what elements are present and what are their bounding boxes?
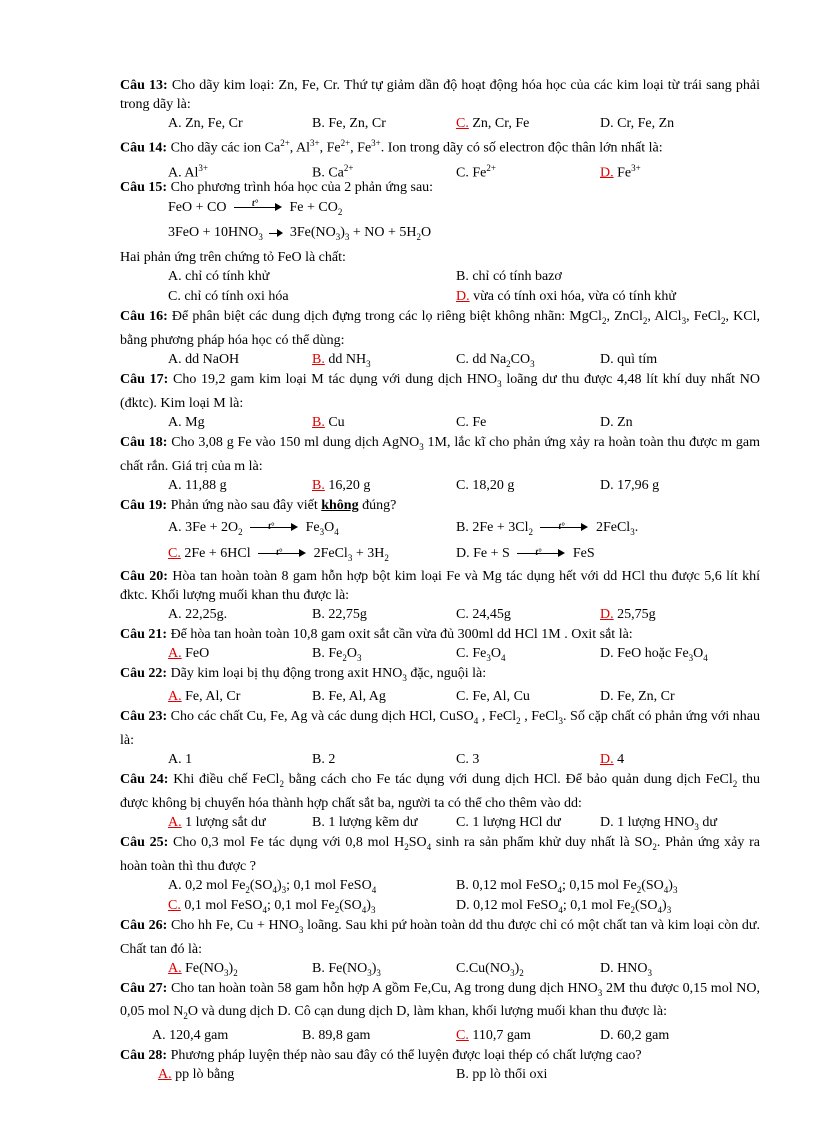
- options-15-row1: [120, 267, 760, 287]
- reaction-arrow-icon: t°: [517, 548, 565, 558]
- option-b: B. $2Fe + 3Cl_2$ t° 2FeCl$_3$.: [456, 519, 639, 537]
- option-b: B. $Fe(NO_3)_3$: [312, 960, 381, 978]
- reaction-arrow-icon: t°: [258, 548, 306, 558]
- question-26: Câu 26: Cho hh Fe, $Cu + HNO_3$ loãng. Sau khi pứ hoàn toàn dd thu được chỉ có một chất tan và kim loại còn dư. Chất tan đó là:: [120, 917, 760, 957]
- equation-2: $3FeO + 10HNO_3$ $3Fe(NO_3)_3$ + NO + $5H_2O$: [168, 225, 432, 243]
- option-d: D. 60,2 gam: [600, 1028, 670, 1044]
- option-c-answer: C. 110,7 gam: [456, 1028, 531, 1044]
- option-a: A. 120,4 gam: [152, 1028, 229, 1044]
- option-d: D. $HNO_3$: [600, 960, 652, 978]
- question-21: Câu 21: Để hòa tan hoàn toàn 10,8 gam oxit sắt cần vừa đủ 300ml dd HCl 1M . Oxit sắt là:: [120, 626, 633, 642]
- option-a: A. 11,88 g: [168, 477, 227, 493]
- exam-page: [120, 76, 760, 1085]
- option-b: B. 2: [312, 752, 336, 768]
- option-b: B. pp lò thổi oxi: [456, 1067, 548, 1083]
- question-27: Câu 27: Cho tan hoàn toàn 58 gam hỗn hợp A gồm Fe,Cu, Ag trong dung dịch $HNO_3$ 2M thu được 0,15 mol NO, 0,05 mol $N_2O$ và dung dịch D. Cô cạn dung dịch D, làm khan, khối lượng muối khan thu được là:: [120, 980, 760, 1022]
- option-a: A. 22,25g.: [168, 606, 228, 622]
- option-a: A. chỉ có tính khử: [168, 269, 270, 285]
- option-c: C. 3: [456, 752, 480, 768]
- options-16: [120, 350, 760, 370]
- option-a: A. $3Fe + 2O_2$ t° $Fe_3O_4$: [168, 519, 339, 537]
- question-20: Câu 20: Hòa tan hoàn toàn 8 gam hỗn hợp bột kim loại Fe và Mg tác dụng hết với dd HCl thu được 5,6 lít khí đktc. Khối lượng muối khan thu được là:: [120, 568, 761, 603]
- option-b: B. 1 lượng kẽm dư: [312, 815, 418, 831]
- reaction-arrow-icon: t°: [234, 202, 282, 212]
- equation-1: FeO + CO t° $Fe + CO_2$: [168, 198, 343, 217]
- arrow-icon: [269, 228, 283, 238]
- options-25-row1: [120, 876, 760, 896]
- option-b: B. $Fe_2O_3$: [312, 645, 362, 663]
- option-c: C. 1 lượng HCl dư: [456, 815, 561, 831]
- option-b: B. Fe, Al, Ag: [312, 689, 386, 705]
- question-23: Câu 23: Cho các chất Cu, Fe, Ag và các dung dịch HCl, CuSO$_4$ , FeCl$_2$ , FeCl$_3$. Số cặp chất có phản ứng với nhau là:: [120, 709, 760, 749]
- option-a-answer: A. FeO: [168, 645, 210, 661]
- option-a: A. dd NaOH: [168, 352, 240, 368]
- option-b-answer: B. 16,20 g: [312, 477, 371, 493]
- option-c: C. $Fe^{2+}$: [456, 162, 496, 181]
- options-21: [120, 644, 760, 664]
- option-b: B. chỉ có tính bazơ: [456, 269, 562, 285]
- options-20: [120, 605, 760, 625]
- option-c: C. Fe, Al, Cu: [456, 689, 530, 705]
- option-d-answer: D. 25,75g: [600, 606, 656, 622]
- question-15: Câu 15: Cho phương trình hóa học của 2 phản ứng sau:: [120, 179, 434, 195]
- option-c-answer: C. 0,1 mol FeSO$_4$; 0,1 mol $Fe_2(SO_4)_3$: [168, 897, 376, 915]
- option-c: C. $Fe_3O_4$: [456, 645, 506, 663]
- option-b: B. $Ca^{2+}$: [312, 162, 354, 181]
- option-b-answer: B. Cu: [312, 414, 345, 430]
- option-b: B. 0,12 mol FeSO$_4$; 0,15 mol $Fe_2(SO_4)_3$: [456, 877, 678, 895]
- option-c: C. 18,20 g: [456, 477, 515, 493]
- option-b: B. Fe, Zn, Cr: [312, 116, 386, 131]
- option-d: D. quì tím: [600, 352, 658, 368]
- option-d-answer: D. $Fe^{3+}$: [600, 162, 641, 181]
- question-24: Câu 24: Khi điều chế FeCl$_2$ bằng cách cho Fe tác dụng với dung dịch HCl. Để bảo quản dung dịch FeCl$_2$ thu được không bị chuyển hóa thành hợp chất sắt ba, người ta có thể cho thêm vào dd:: [120, 772, 760, 812]
- option-b: B. 22,75g: [312, 606, 367, 622]
- options-15-row2: [120, 287, 760, 307]
- options-26: [120, 959, 760, 979]
- option-c: C. chỉ có tính oxi hóa: [168, 289, 289, 305]
- options-27: [120, 1026, 760, 1046]
- option-a-answer: A. pp lò bằng: [158, 1067, 235, 1083]
- options-14: [120, 158, 760, 181]
- question-13: Câu 13: Cho dãy kim loại: Zn, Fe, Cr. Thứ tự giảm dần độ hoạt động hóa học của các kim loại từ trái sang phải trong dãy là:: [120, 78, 760, 112]
- question-28: Câu 28: Phương pháp luyện thép nào sau đây có thể luyện được loại thép có chất lượng cao?: [120, 1048, 642, 1064]
- options-19-row2: [120, 541, 760, 567]
- options-19-row1: [120, 515, 760, 541]
- option-a: A. Zn, Fe, Cr: [168, 116, 243, 131]
- option-d: D. Cr, Fe, Zn: [600, 116, 675, 131]
- option-d: D. FeO hoặc $Fe_3O_4$: [600, 645, 708, 663]
- options-18: [120, 476, 760, 496]
- option-b-answer: B. dd $NH_3$: [312, 352, 371, 369]
- option-d: D. Zn: [600, 414, 633, 430]
- option-a-answer: A. 1 lượng sắt dư: [168, 815, 266, 831]
- reaction-arrow-icon: t°: [250, 522, 298, 532]
- option-a: A. $Al^{3+}$: [168, 162, 208, 181]
- options-13: [120, 114, 760, 134]
- option-d-answer: D. 4: [600, 752, 625, 768]
- options-17: [120, 413, 760, 433]
- option-b: B. 89,8 gam: [302, 1028, 371, 1044]
- option-a-answer: A. Fe, Al, Cr: [168, 689, 241, 705]
- option-d-answer: D. vừa có tính oxi hóa, vừa có tính khử: [456, 289, 676, 305]
- question-19: Câu 19: Phản ứng nào sau đây viết không đúng?: [120, 497, 397, 513]
- question-22: Câu 22: Dãy kim loại bị thụ động trong axit $HNO_3$ đặc, nguội là:: [120, 665, 487, 683]
- option-a-answer: A. $Fe(NO_3)_2$: [168, 960, 238, 978]
- options-22: [120, 687, 760, 707]
- option-d: D. 17,96 g: [600, 477, 660, 493]
- option-c: C. 24,45g: [456, 606, 511, 622]
- question-15-stem: Hai phản ứng trên chứng tỏ FeO là chất:: [120, 250, 346, 266]
- option-d: D. 1 lượng $HNO_3$ dư: [600, 815, 717, 832]
- options-23: [120, 750, 760, 770]
- option-d: D. 0,12 mol FeSO$_4$; 0,1 mol $Fe_2(SO_4)_3$: [456, 897, 672, 915]
- question-18: Câu 18: Cho 3,08 g Fe vào 150 ml dung dịch AgNO$_3$ 1M, lắc kĩ cho phản ứng xảy ra hoàn toàn thu được m gam chất rắn. Giá trị của m là:: [120, 434, 760, 474]
- question-17: Câu 17: Cho 19,2 gam kim loại M tác dụng với dung dịch $HNO_3$ loãng dư thu được 4,48 lít khí duy nhất NO (đktc). Kim loại M là:: [120, 372, 760, 411]
- option-a: A. 1: [168, 752, 193, 768]
- option-c: C. dd $Na_2CO_3$: [456, 352, 535, 369]
- option-c: $C.Cu(NO_3)_2$: [456, 960, 524, 978]
- option-c-answer: C. Zn, Cr, Fe: [456, 116, 530, 131]
- options-28: [120, 1065, 760, 1085]
- reaction-arrow-icon: t°: [540, 522, 588, 532]
- question-25: Câu 25: Cho 0,3 mol Fe tác dụng với 0,8 mol $H_2SO_4$ sinh ra sản phẩm khử duy nhất là $SO_2$. Phản ứng xảy ra hoàn toàn thì thu được ?: [120, 835, 761, 874]
- option-a: A. 0,2 mol $Fe_2(SO_4)_3$; 0,1 mol FeSO$_4$: [168, 877, 377, 895]
- options-25-row2: [120, 896, 760, 916]
- option-c: C. Fe: [456, 414, 487, 430]
- option-c-answer: C. 2Fe + 6HCl t° 2FeCl$_3$ + $3H_2$: [168, 545, 389, 563]
- options-24: [120, 813, 760, 833]
- option-d: D. Fe + S t° FeS: [456, 545, 595, 561]
- option-a: A. Mg: [168, 414, 205, 430]
- option-d: D. Fe, Zn, Cr: [600, 689, 675, 705]
- question-14: Câu 14: Cho dãy các ion $Ca^{2+}$, $Al^{3+}$, $Fe^{2+}$, $Fe^{3+}$. Ion trong dãy có số electron độc thân lớn nhất là:: [120, 138, 663, 156]
- question-16: Câu 16: Để phân biệt các dung dịch đựng trong các lọ riêng biệt không nhãn: MgCl$_2$, ZnCl$_2$, AlCl$_3$, FeCl$_2$, KCl, bằng phương pháp hóa học có thể dùng:: [120, 309, 761, 349]
